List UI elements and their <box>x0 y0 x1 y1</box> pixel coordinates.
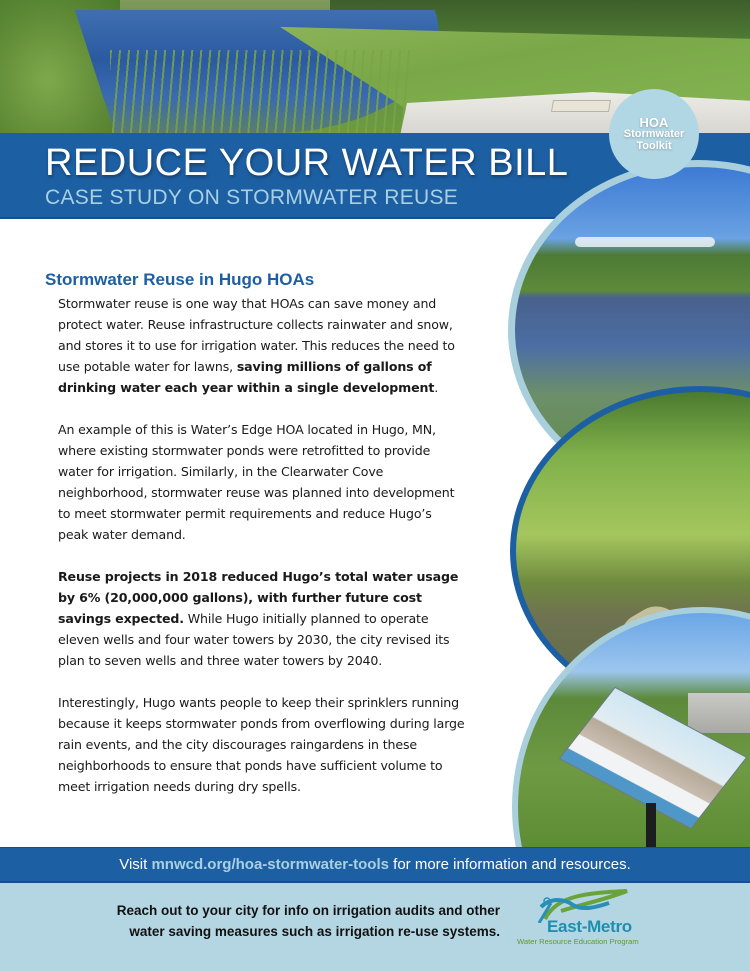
badge-line-2: Stormwater <box>623 128 685 141</box>
east-metro-logo <box>517 889 662 949</box>
p1-bold: saving millions of gallons of drinking water each year within a single development <box>58 359 435 395</box>
page-title: REDUCE YOUR WATER BILL <box>45 142 569 184</box>
article <box>45 270 465 818</box>
footer-line-2: water saving measures such as irrigation re-use systems. <box>129 924 500 939</box>
resource-link[interactable]: mnwcd.org/hoa-stormwater-tools <box>151 856 389 873</box>
paragraph-3 <box>58 566 465 671</box>
clouds <box>575 237 715 247</box>
footer <box>0 883 750 971</box>
paragraph-2: An example of this is Water’s Edge HOA located in Hugo, MN, where existing stormwater ponds were retrofitted to provide water for irrigation. Similarly, in the Clearwater Cove neighborhood, stormwater reuse was planned into development to meet stormwater permit requirements and reduce Hugo’s peak water demand. <box>58 422 455 542</box>
p1-end: . <box>434 380 439 395</box>
logo-tagline: Water Resource Education Program <box>517 937 639 946</box>
footer-message <box>117 900 500 942</box>
paragraph-1 <box>58 293 465 398</box>
link-suffix: for more information and resources. <box>388 856 631 873</box>
badge-line-1: HOA <box>639 114 669 130</box>
reeds <box>110 50 410 134</box>
p1-text: Stormwater reuse is one way that HOAs can save money and protect water. Reuse infrastructure collects rainwater and snow, and stores it to use for irrigation water. This reduces the need to use potable water for lawns, <box>58 296 455 374</box>
link-prefix: Visit <box>119 856 152 873</box>
toolkit-badge <box>609 89 699 179</box>
p3-text: While Hugo initially planned to operate eleven wells and four water towers by 2030, the city revised its plan to seven wells and three water towers by 2040. <box>58 611 450 668</box>
logo-wordmark: East-Metro <box>547 917 632 936</box>
paragraph-4: Interestingly, Hugo wants people to keep their sprinklers running because it keeps stormwater ponds from overflowing during large rain events, and the city discourages raingardens in these neighborhoods to ensure that ponds have sufficient volume to meet irrigation needs during dry spells. <box>58 695 465 794</box>
vault-lid <box>551 100 611 112</box>
page-subtitle: CASE STUDY ON STORMWATER REUSE <box>45 186 459 209</box>
resource-link-bar <box>0 847 750 883</box>
section-heading: Stormwater Reuse in Hugo HOAs <box>45 270 315 289</box>
badge-line-3: Toolkit <box>636 139 672 152</box>
p3-bold: Reuse projects in 2018 reduced Hugo’s total water usage by 6% (20,000,000 gallons), with further future cost savings expected. <box>58 569 459 626</box>
pump-station <box>688 693 750 733</box>
footer-line-1: Reach out to your city for info on irrigation audits and other <box>116 903 500 918</box>
